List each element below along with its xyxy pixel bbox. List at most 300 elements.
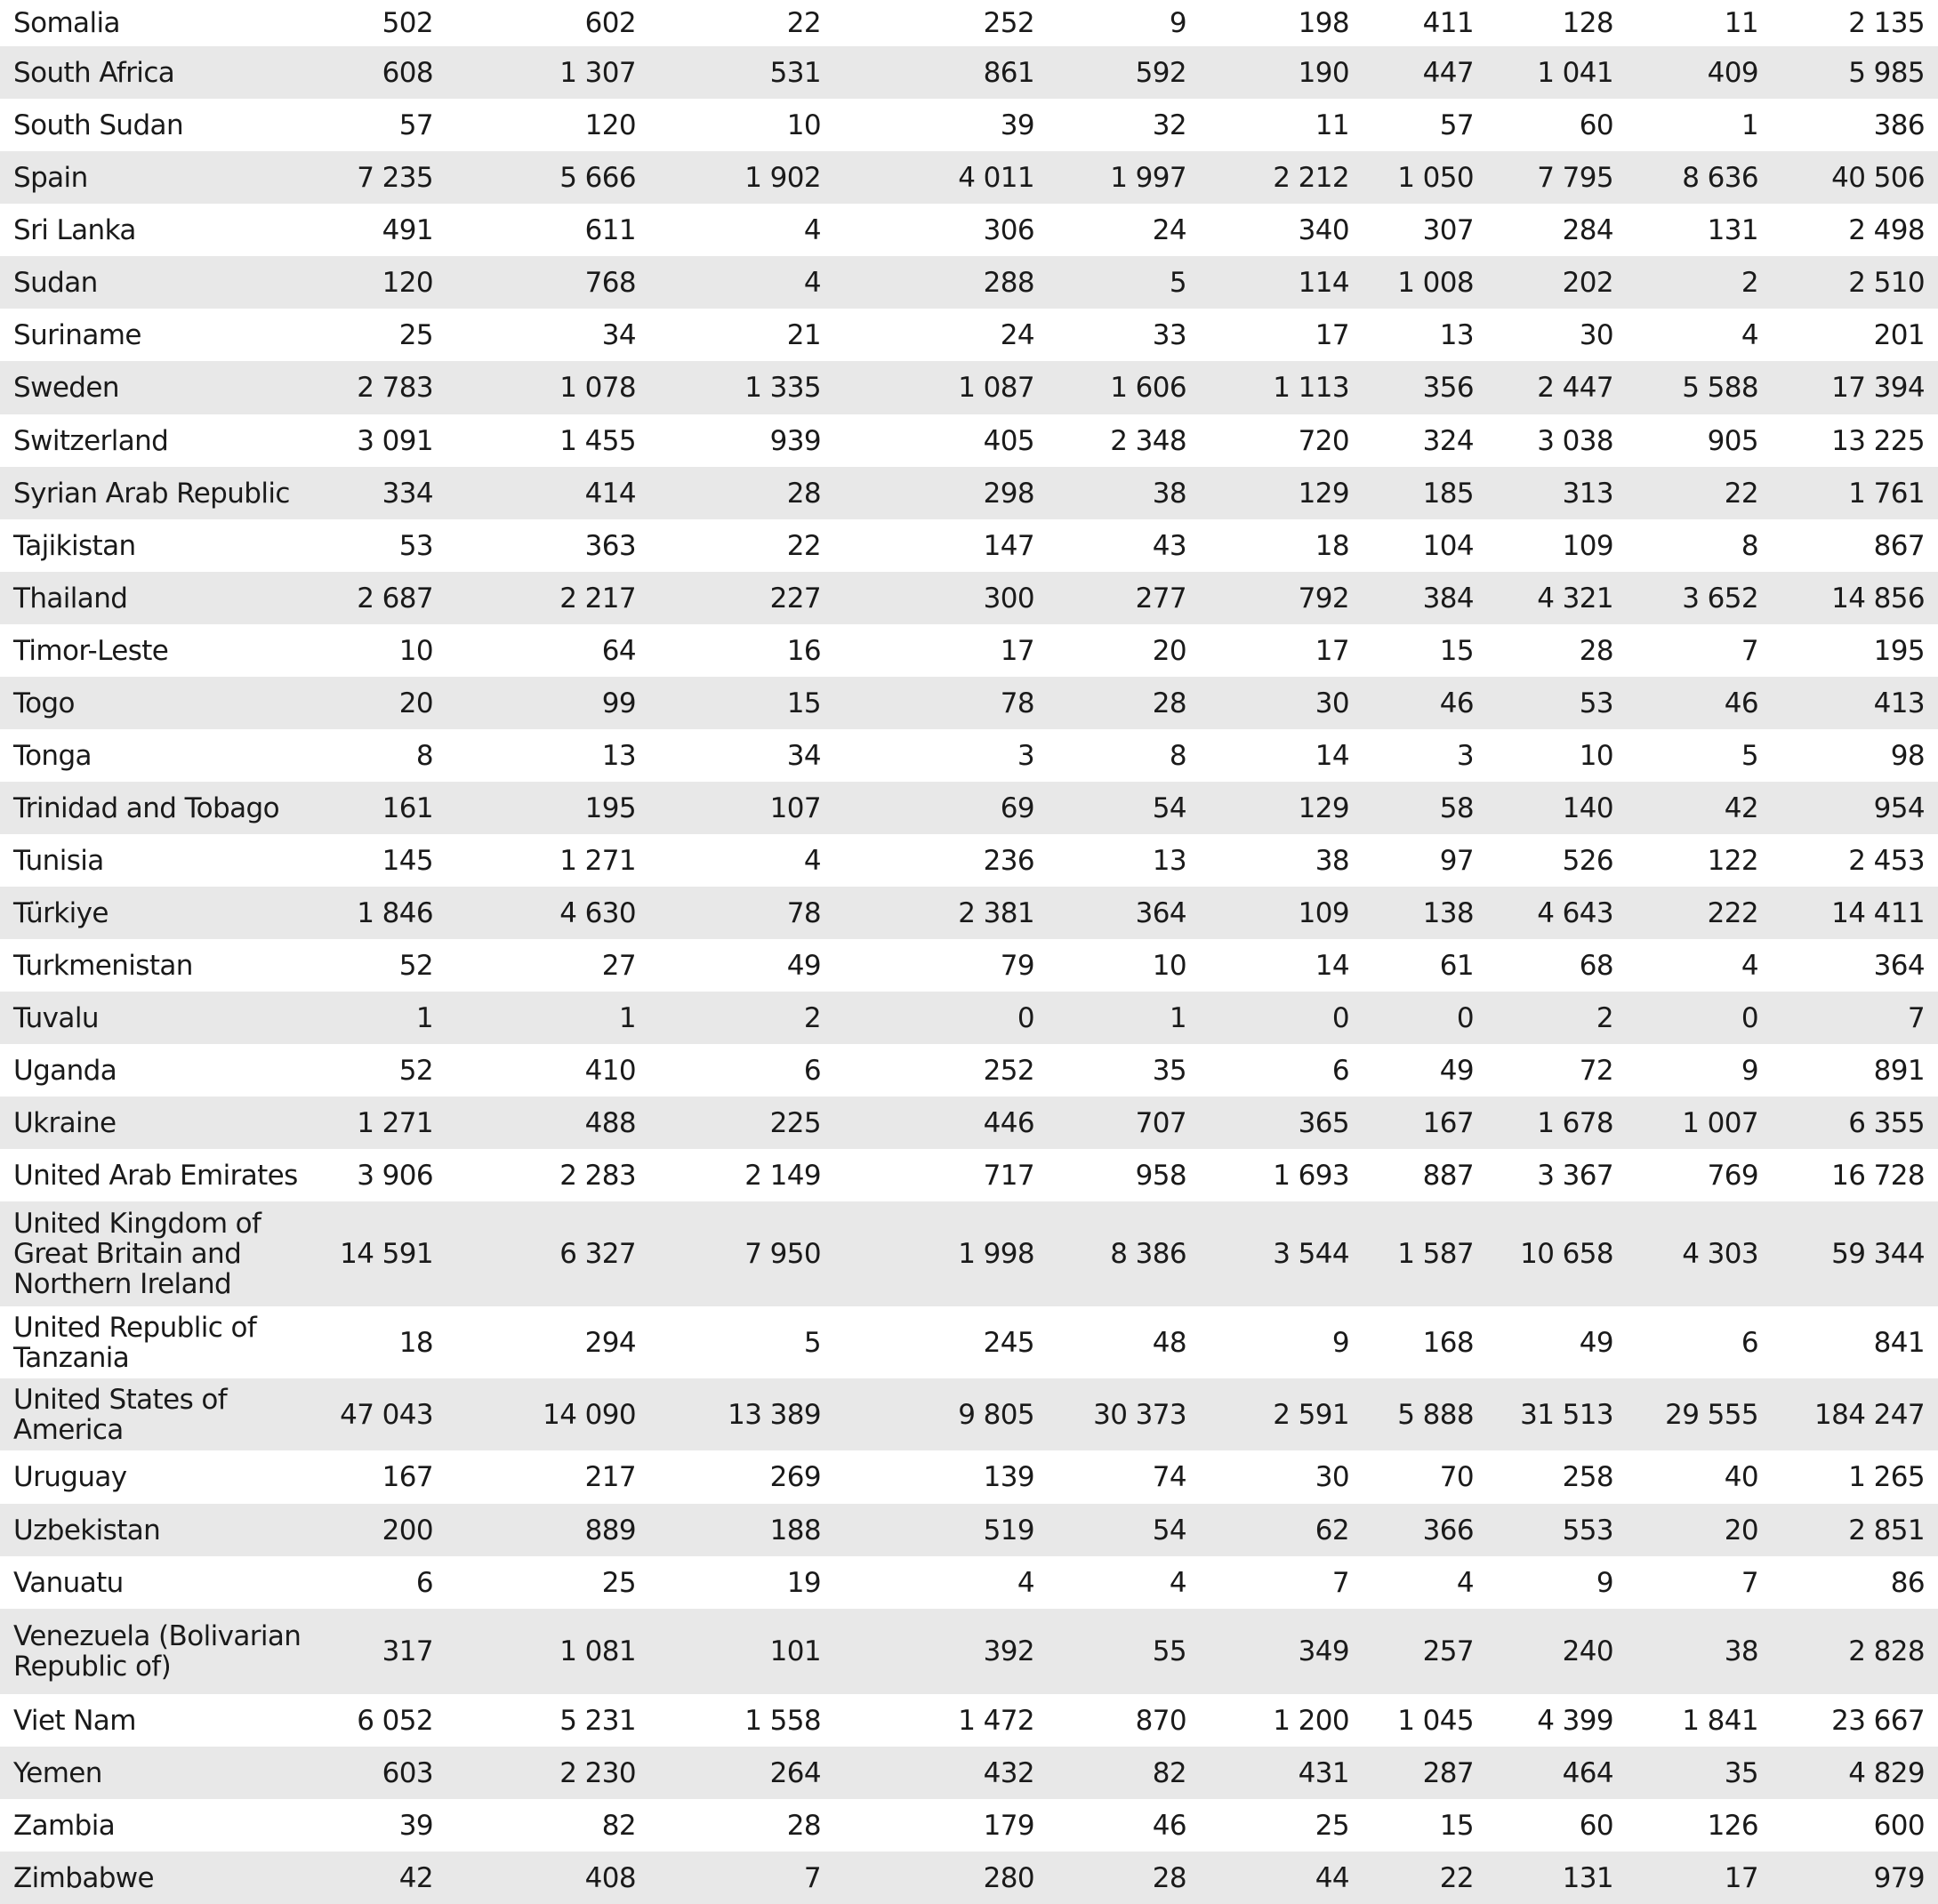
value-cell: 201 (1873, 318, 1925, 351)
value-cell: 4 (803, 213, 821, 246)
value-cell: 313 (1562, 477, 1613, 510)
value-cell: 49 (1579, 1326, 1613, 1359)
value-cell: 202 (1562, 266, 1613, 299)
value-cell: 52 (398, 949, 433, 982)
value-cell: 22 (1724, 477, 1758, 510)
value-cell: 1 (618, 1001, 636, 1034)
value-cell: 60 (1579, 1809, 1613, 1842)
value-cell: 122 (1707, 844, 1758, 877)
value-cell: 257 (1422, 1635, 1474, 1667)
value-cell: 6 052 (357, 1704, 433, 1737)
value-cell: 446 (983, 1106, 1034, 1139)
value-cell: 147 (983, 529, 1034, 562)
value-cell: 447 (1422, 56, 1474, 89)
value-cell: 365 (1298, 1106, 1349, 1139)
value-cell: 2 230 (559, 1756, 636, 1789)
value-cell: 179 (983, 1809, 1034, 1842)
table-row (0, 1609, 1938, 1694)
value-cell: 366 (1422, 1514, 1474, 1546)
value-cell: 979 (1873, 1861, 1925, 1894)
value-cell: 334 (382, 477, 433, 510)
value-cell: 2 (1741, 266, 1758, 299)
country-cell: Somalia (13, 7, 120, 39)
value-cell: 4 (803, 844, 821, 877)
value-cell: 2 (1596, 1001, 1613, 1034)
value-cell: 2 851 (1848, 1514, 1925, 1546)
value-cell: 82 (1152, 1756, 1186, 1789)
value-cell: 20 (398, 687, 433, 719)
table-row (0, 1306, 1938, 1378)
value-cell: 30 373 (1093, 1398, 1186, 1431)
value-cell: 7 (1741, 1566, 1758, 1599)
value-cell: 38 (1724, 1635, 1758, 1667)
value-cell: 58 (1439, 791, 1474, 824)
table-row (0, 414, 1938, 467)
country-cell: Tunisia (13, 844, 104, 877)
country-cell: Trinidad and Tobago (13, 791, 279, 824)
country-cell: South Sudan (13, 108, 183, 141)
value-cell: 392 (983, 1635, 1034, 1667)
value-cell: 1 081 (559, 1635, 636, 1667)
value-cell: 349 (1298, 1635, 1349, 1667)
value-cell: 53 (398, 529, 433, 562)
country-cell: Viet Nam (13, 1704, 136, 1737)
value-cell: 1 008 (1397, 266, 1474, 299)
value-cell: 14 (1315, 739, 1349, 772)
value-cell: 939 (769, 424, 821, 457)
value-cell: 861 (983, 56, 1034, 89)
value-cell: 277 (1135, 582, 1186, 615)
value-cell: 9 (1331, 1326, 1349, 1359)
value-cell: 3 (1456, 739, 1474, 772)
value-cell: 4 321 (1537, 582, 1613, 615)
value-cell: 867 (1873, 529, 1925, 562)
value-cell: 7 950 (744, 1238, 821, 1270)
table-row (0, 151, 1938, 204)
value-cell: 414 (584, 477, 636, 510)
value-cell: 5 (1169, 266, 1186, 299)
value-cell: 1 (1741, 108, 1758, 141)
value-cell: 413 (1873, 687, 1925, 719)
value-cell: 49 (786, 949, 821, 982)
value-cell: 13 (1152, 844, 1186, 877)
value-cell: 21 (786, 318, 821, 351)
value-cell: 870 (1135, 1704, 1186, 1737)
value-cell: 28 (1579, 634, 1613, 667)
value-cell: 0 (1331, 1001, 1349, 1034)
value-cell: 14 411 (1831, 896, 1925, 929)
value-cell: 61 (1439, 949, 1474, 982)
value-cell: 17 (1315, 634, 1349, 667)
value-cell: 18 (1315, 529, 1349, 562)
country-cell: Switzerland (13, 424, 169, 457)
value-cell: 17 (1315, 318, 1349, 351)
value-cell: 15 (786, 687, 821, 719)
value-cell: 240 (1562, 1635, 1613, 1667)
value-cell: 46 (1724, 687, 1758, 719)
value-cell: 18 (398, 1326, 433, 1359)
value-cell: 363 (584, 529, 636, 562)
value-cell: 294 (584, 1326, 636, 1359)
value-cell: 269 (769, 1461, 821, 1493)
value-cell: 167 (382, 1461, 433, 1493)
value-cell: 4 399 (1537, 1704, 1613, 1737)
country-cell: Tajikistan (13, 529, 136, 562)
value-cell: 46 (1152, 1809, 1186, 1842)
value-cell: 22 (786, 529, 821, 562)
table-row (0, 624, 1938, 677)
value-cell: 55 (1152, 1635, 1186, 1667)
table-row (0, 1694, 1938, 1747)
value-cell: 167 (1422, 1106, 1474, 1139)
value-cell: 958 (1135, 1159, 1186, 1192)
value-cell: 4 (1741, 949, 1758, 982)
value-cell: 891 (1873, 1054, 1925, 1087)
value-cell: 1 997 (1110, 161, 1186, 194)
value-cell: 27 (601, 949, 636, 982)
value-cell: 769 (1707, 1159, 1758, 1192)
value-cell: 720 (1298, 424, 1349, 457)
value-cell: 1 841 (1682, 1704, 1758, 1737)
value-cell: 1 335 (744, 372, 821, 404)
table-row (0, 1504, 1938, 1556)
value-cell: 603 (382, 1756, 433, 1789)
value-cell: 9 (1596, 1566, 1613, 1599)
value-cell: 28 (786, 477, 821, 510)
table-row (0, 572, 1938, 624)
value-cell: 905 (1707, 424, 1758, 457)
value-cell: 10 658 (1520, 1238, 1613, 1270)
value-cell: 48 (1152, 1326, 1186, 1359)
value-cell: 32 (1152, 108, 1186, 141)
value-cell: 0 (1456, 1001, 1474, 1034)
value-cell: 68 (1579, 949, 1613, 982)
value-cell: 5 231 (559, 1704, 636, 1737)
value-cell: 225 (769, 1106, 821, 1139)
value-cell: 602 (584, 7, 636, 39)
value-cell: 120 (382, 266, 433, 299)
country-cell: Uruguay (13, 1461, 127, 1493)
value-cell: 2 510 (1848, 266, 1925, 299)
value-cell: 608 (382, 56, 433, 89)
value-cell: 22 (786, 7, 821, 39)
value-cell: 1 (415, 1001, 433, 1034)
value-cell: 43 (1152, 529, 1186, 562)
table-row (0, 1149, 1938, 1201)
value-cell: 126 (1707, 1809, 1758, 1842)
value-cell: 128 (1562, 7, 1613, 39)
value-cell: 42 (398, 1861, 433, 1894)
value-cell: 1 041 (1537, 56, 1613, 89)
value-cell: 11 (1315, 108, 1349, 141)
value-cell: 519 (983, 1514, 1034, 1546)
table-row (0, 467, 1938, 519)
country-cell: United Kingdom of Great Britain and Northern Ireland (13, 1208, 261, 1300)
value-cell: 0 (1741, 1001, 1758, 1034)
country-cell: Spain (13, 161, 88, 194)
value-cell: 324 (1422, 424, 1474, 457)
value-cell: 109 (1298, 896, 1349, 929)
value-cell: 1 087 (958, 372, 1034, 404)
value-cell: 317 (382, 1635, 433, 1667)
country-cell: Uzbekistan (13, 1514, 161, 1546)
table-row (0, 1747, 1938, 1799)
value-cell: 13 (1439, 318, 1474, 351)
value-cell: 17 394 (1831, 372, 1925, 404)
value-cell: 7 (1741, 634, 1758, 667)
table-row (0, 1201, 1938, 1306)
value-cell: 38 (1152, 477, 1186, 510)
value-cell: 707 (1135, 1106, 1186, 1139)
value-cell: 526 (1562, 844, 1613, 877)
value-cell: 2 348 (1110, 424, 1186, 457)
value-cell: 227 (769, 582, 821, 615)
value-cell: 4 (1741, 318, 1758, 351)
value-cell: 411 (1422, 7, 1474, 39)
country-cell: Tonga (13, 739, 92, 772)
value-cell: 3 091 (357, 424, 433, 457)
value-cell: 1 761 (1848, 477, 1925, 510)
value-cell: 4 (1169, 1566, 1186, 1599)
value-cell: 2 381 (958, 896, 1034, 929)
value-cell: 384 (1422, 582, 1474, 615)
table-row (0, 1799, 1938, 1852)
value-cell: 409 (1707, 56, 1758, 89)
value-cell: 49 (1439, 1054, 1474, 1087)
value-cell: 39 (398, 1809, 433, 1842)
value-cell: 1 045 (1397, 1704, 1474, 1737)
value-cell: 717 (983, 1159, 1034, 1192)
value-cell: 161 (382, 791, 433, 824)
value-cell: 19 (786, 1566, 821, 1599)
value-cell: 14 090 (543, 1398, 636, 1431)
country-cell: Zambia (13, 1809, 116, 1842)
value-cell: 252 (983, 1054, 1034, 1087)
country-cell: Suriname (13, 318, 141, 351)
country-cell: Syrian Arab Republic (13, 477, 290, 510)
value-cell: 25 (398, 318, 433, 351)
value-cell: 101 (769, 1635, 821, 1667)
value-cell: 35 (1152, 1054, 1186, 1087)
value-cell: 2 591 (1273, 1398, 1349, 1431)
value-cell: 28 (1152, 1861, 1186, 1894)
value-cell: 14 591 (340, 1238, 433, 1270)
table-row (0, 1556, 1938, 1609)
value-cell: 364 (1873, 949, 1925, 982)
value-cell: 264 (769, 1756, 821, 1789)
value-cell: 13 (601, 739, 636, 772)
value-cell: 386 (1873, 108, 1925, 141)
value-cell: 69 (1000, 791, 1034, 824)
table-row (0, 1044, 1938, 1097)
value-cell: 1 113 (1273, 372, 1349, 404)
value-cell: 23 667 (1831, 1704, 1925, 1737)
value-cell: 39 (1000, 108, 1034, 141)
value-cell: 53 (1579, 687, 1613, 719)
value-cell: 2 498 (1848, 213, 1925, 246)
value-cell: 54 (1152, 791, 1186, 824)
table-row (0, 1097, 1938, 1149)
value-cell: 62 (1315, 1514, 1349, 1546)
value-cell: 131 (1707, 213, 1758, 246)
country-cell: Venezuela (Bolivarian Republic of) (13, 1620, 302, 1683)
country-cell: Turkmenistan (13, 949, 193, 982)
value-cell: 8 386 (1110, 1238, 1186, 1270)
value-cell: 611 (584, 213, 636, 246)
value-cell: 1 902 (744, 161, 821, 194)
value-cell: 31 513 (1520, 1398, 1613, 1431)
value-cell: 3 038 (1537, 424, 1613, 457)
value-cell: 107 (769, 791, 821, 824)
value-cell: 841 (1873, 1326, 1925, 1359)
value-cell: 768 (584, 266, 636, 299)
value-cell: 15 (1439, 1809, 1474, 1842)
country-cell: Sri Lanka (13, 213, 136, 246)
value-cell: 47 043 (340, 1398, 433, 1431)
value-cell: 30 (1579, 318, 1613, 351)
value-cell: 168 (1422, 1326, 1474, 1359)
value-cell: 11 (1724, 7, 1758, 39)
value-cell: 14 856 (1831, 582, 1925, 615)
value-cell: 38 (1315, 844, 1349, 877)
value-cell: 4 643 (1537, 896, 1613, 929)
country-cell: United Republic of Tanzania (13, 1311, 257, 1374)
value-cell: 15 (1439, 634, 1474, 667)
value-cell: 2 687 (357, 582, 433, 615)
value-cell: 4 829 (1848, 1756, 1925, 1789)
value-cell: 1 200 (1273, 1704, 1349, 1737)
value-cell: 408 (584, 1861, 636, 1894)
value-cell: 34 (786, 739, 821, 772)
value-cell: 1 271 (357, 1106, 433, 1139)
value-cell: 7 795 (1537, 161, 1613, 194)
value-cell: 195 (1873, 634, 1925, 667)
table-row (0, 99, 1938, 151)
value-cell: 3 544 (1273, 1238, 1349, 1270)
value-cell: 464 (1562, 1756, 1613, 1789)
value-cell: 3 367 (1537, 1159, 1613, 1192)
value-cell: 64 (601, 634, 636, 667)
value-cell: 284 (1562, 213, 1613, 246)
value-cell: 217 (584, 1461, 636, 1493)
value-cell: 5 (803, 1326, 821, 1359)
value-cell: 889 (584, 1514, 636, 1546)
value-cell: 4 011 (958, 161, 1034, 194)
value-cell: 28 (786, 1809, 821, 1842)
value-cell: 8 (415, 739, 433, 772)
country-cell: Ukraine (13, 1106, 117, 1139)
country-cell: Togo (13, 687, 75, 719)
value-cell: 9 805 (958, 1398, 1034, 1431)
table-row (0, 361, 1938, 414)
value-cell: 42 (1724, 791, 1758, 824)
table-row (0, 677, 1938, 729)
value-cell: 188 (769, 1514, 821, 1546)
value-cell: 2 783 (357, 372, 433, 404)
value-cell: 1 265 (1848, 1461, 1925, 1493)
country-cell: Tuvalu (13, 1001, 99, 1034)
value-cell: 138 (1422, 896, 1474, 929)
value-cell: 97 (1439, 844, 1474, 877)
value-cell: 198 (1298, 7, 1349, 39)
value-cell: 491 (382, 213, 433, 246)
value-cell: 79 (1000, 949, 1034, 982)
value-cell: 3 (1017, 739, 1034, 772)
value-cell: 954 (1873, 791, 1925, 824)
value-cell: 5 888 (1397, 1398, 1474, 1431)
value-cell: 7 235 (357, 161, 433, 194)
value-cell: 10 (786, 108, 821, 141)
value-cell: 109 (1562, 529, 1613, 562)
value-cell: 190 (1298, 56, 1349, 89)
value-cell: 3 906 (357, 1159, 433, 1192)
value-cell: 13 225 (1831, 424, 1925, 457)
value-cell: 22 (1439, 1861, 1474, 1894)
value-cell: 74 (1152, 1461, 1186, 1493)
value-cell: 600 (1873, 1809, 1925, 1842)
value-cell: 20 (1152, 634, 1186, 667)
value-cell: 531 (769, 56, 821, 89)
value-cell: 7 (803, 1861, 821, 1894)
value-cell: 46 (1439, 687, 1474, 719)
value-cell: 195 (584, 791, 636, 824)
value-cell: 8 (1741, 529, 1758, 562)
value-cell: 5 (1741, 739, 1758, 772)
table-row (0, 46, 1938, 99)
value-cell: 57 (1439, 108, 1474, 141)
value-cell: 252 (983, 7, 1034, 39)
value-cell: 13 389 (728, 1398, 821, 1431)
value-cell: 5 666 (559, 161, 636, 194)
value-cell: 356 (1422, 372, 1474, 404)
value-cell: 30 (1315, 687, 1349, 719)
value-cell: 14 (1315, 949, 1349, 982)
value-cell: 82 (601, 1809, 636, 1842)
value-cell: 592 (1135, 56, 1186, 89)
value-cell: 25 (1315, 1809, 1349, 1842)
value-cell: 1 050 (1397, 161, 1474, 194)
value-cell: 60 (1579, 108, 1613, 141)
country-cell: Uganda (13, 1054, 117, 1087)
country-cell: Yemen (13, 1756, 102, 1789)
value-cell: 405 (983, 424, 1034, 457)
value-cell: 99 (601, 687, 636, 719)
value-cell: 2 453 (1848, 844, 1925, 877)
value-cell: 2 135 (1848, 7, 1925, 39)
value-cell: 78 (786, 896, 821, 929)
value-cell: 1 078 (559, 372, 636, 404)
value-cell: 553 (1562, 1514, 1613, 1546)
value-cell: 258 (1562, 1461, 1613, 1493)
value-cell: 200 (382, 1514, 433, 1546)
value-cell: 139 (983, 1461, 1034, 1493)
value-cell: 8 (1169, 739, 1186, 772)
table-row (0, 939, 1938, 992)
table-row (0, 992, 1938, 1044)
value-cell: 8 636 (1682, 161, 1758, 194)
value-cell: 1 (1169, 1001, 1186, 1034)
value-cell: 887 (1422, 1159, 1474, 1192)
value-cell: 1 007 (1682, 1106, 1758, 1139)
value-cell: 2 212 (1273, 161, 1349, 194)
table-row (0, 1378, 1938, 1450)
value-cell: 120 (584, 108, 636, 141)
value-cell: 33 (1152, 318, 1186, 351)
value-cell: 6 (415, 1566, 433, 1599)
value-cell: 280 (983, 1861, 1034, 1894)
value-cell: 6 (1741, 1326, 1758, 1359)
value-cell: 1 307 (559, 56, 636, 89)
